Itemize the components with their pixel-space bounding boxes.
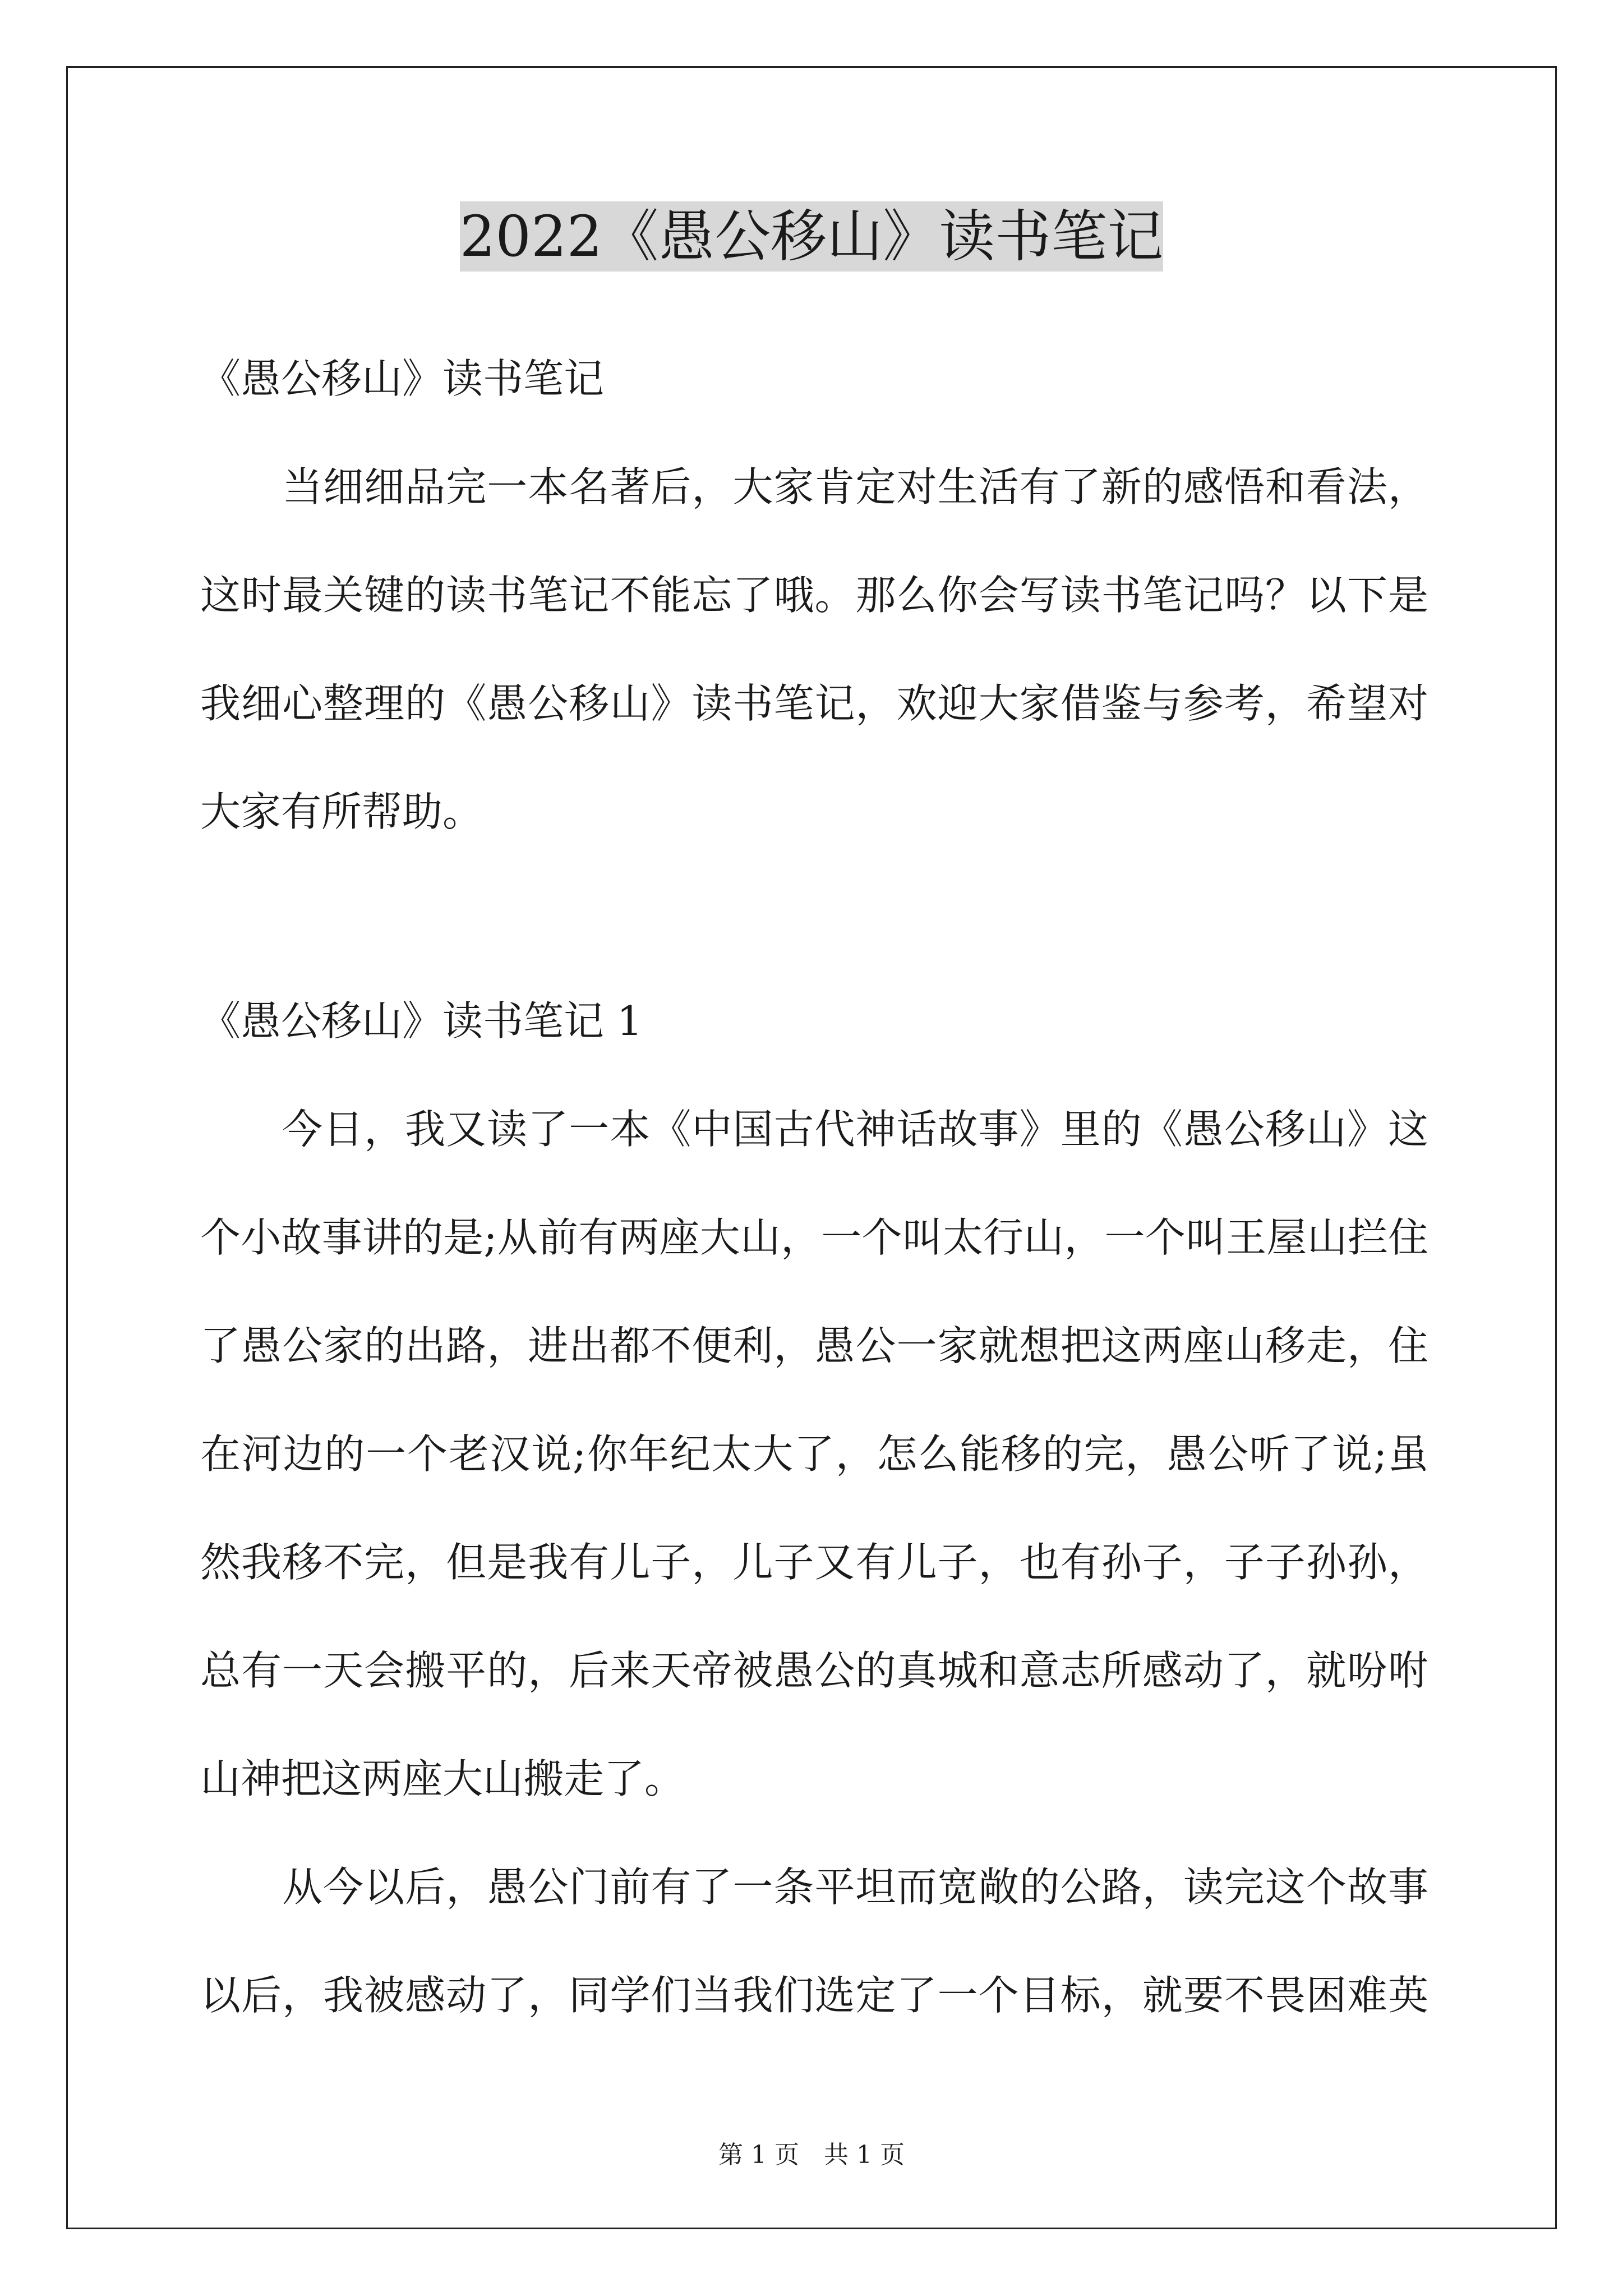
page-footer: 第 1 页 共 1 页 <box>718 2141 905 2169</box>
intro-line: 大家有所帮助。 <box>200 788 483 835</box>
document-title <box>0 197 1623 276</box>
paragraph-line: 从今以后，愚公门前有了一条平坦而宽敞的公路，读完这个故事 <box>200 1864 1428 1911</box>
paragraph-line: 山神把这两座大山搬走了。 <box>200 1755 685 1802</box>
paragraph-line: 在河边的一个老汉说;你年纪太大了，怎么能移的完，愚公听了说;虽 <box>200 1430 1428 1478</box>
subtitle: 《愚公移山》读书笔记 <box>200 355 605 402</box>
intro-line: 我细心整理的《愚公移山》读书笔记，欢迎大家借鉴与参考，希望对 <box>200 680 1428 727</box>
paragraph-line: 然我移不完，但是我有儿子，儿子又有儿子，也有孙子，子子孙孙， <box>200 1539 1428 1586</box>
section-heading: 《愚公移山》读书笔记 1 <box>200 997 643 1045</box>
paragraph-line: 以后，我被感动了，同学们当我们选定了一个目标，就要不畏困难英 <box>200 1972 1428 2019</box>
document-title-text: 2022《愚公移山》读书笔记 <box>460 201 1164 272</box>
intro-line: 这时最关键的读书笔记不能忘了哦。那么你会写读书笔记吗？以下是 <box>200 572 1428 619</box>
intro-line: 当细细品完一本名著后，大家肯定对生活有了新的感悟和看法， <box>200 463 1428 510</box>
paragraph-line: 总有一天会搬平的，后来天帝被愚公的真城和意志所感动了，就吩咐 <box>200 1647 1428 1694</box>
paragraph-line: 了愚公家的出路，进出都不便利，愚公一家就想把这两座山移走，住 <box>200 1322 1428 1369</box>
paragraph-line: 今日，我又读了一本《中国古代神话故事》里的《愚公移山》这 <box>200 1106 1428 1153</box>
paragraph-line: 个小故事讲的是;从前有两座大山，一个叫太行山，一个叫王屋山拦住 <box>200 1214 1428 1261</box>
